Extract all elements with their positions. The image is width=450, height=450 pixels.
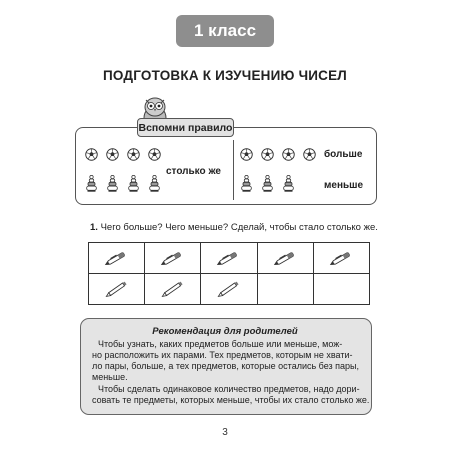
soccer-ball-icon [282, 148, 295, 161]
advice-line: ло пары, больше, а тех предметов, которые остались без пары, [92, 361, 360, 371]
pyramid-toy-icon [262, 175, 273, 192]
grade-banner: 1 класс [176, 15, 274, 47]
rule-label: Вспомни правило [137, 118, 234, 137]
grid-cell[interactable] [89, 243, 145, 274]
pyramid-toy-icon [107, 175, 118, 192]
rule-box [75, 127, 377, 205]
pen-icon [214, 249, 244, 267]
pyramid-toy-icon [86, 175, 97, 192]
grid-cell[interactable] [145, 274, 201, 305]
pen-icon [158, 249, 188, 267]
advice-line: совать те предметы, которых меньше, чтобы их стало столько же. [92, 395, 370, 405]
page-title: ПОДГОТОВКА К ИЗУЧЕНИЮ ЧИСЕЛ [103, 68, 347, 83]
grid-cell[interactable] [313, 243, 369, 274]
advice-line: меньше. [92, 372, 128, 382]
rule-divider [233, 140, 234, 200]
soccer-ball-icon [106, 148, 119, 161]
soccer-ball-icon [303, 148, 316, 161]
grid-row-pencils [89, 274, 370, 305]
soccer-ball-icon [261, 148, 274, 161]
pyramid-toy-icon [283, 175, 294, 192]
pyramid-toy-icon [241, 175, 252, 192]
pen-icon [327, 249, 357, 267]
grid-cell[interactable] [145, 243, 201, 274]
grid-cell[interactable] [201, 243, 257, 274]
page-number: 3 [222, 427, 228, 438]
grid-row-pens [89, 243, 370, 274]
grid-cell[interactable] [201, 274, 257, 305]
rule-same-label: столько же [166, 166, 221, 177]
soccer-ball-icon [240, 148, 253, 161]
advice-title: Рекомендация для родителей [152, 326, 298, 337]
soccer-ball-icon [85, 148, 98, 161]
grid-cell[interactable] [257, 243, 313, 274]
soccer-ball-icon [127, 148, 140, 161]
task-1 [90, 222, 378, 233]
rule-less-label: меньше [324, 180, 364, 191]
pen-icon [271, 249, 301, 267]
grid-cell-empty[interactable] [313, 274, 369, 305]
pencil-icon [102, 280, 132, 298]
advice-line: Чтобы узнать, каких предметов больше или меньше, мож- [98, 339, 343, 349]
grid-cell[interactable] [89, 274, 145, 305]
advice-line: Чтобы сделать одинаковое количество предметов, надо дори- [98, 384, 360, 394]
grid-cell-empty[interactable] [257, 274, 313, 305]
pairing-grid [88, 242, 370, 305]
pencil-icon [158, 280, 188, 298]
pyramid-toy-icon [149, 175, 160, 192]
advice-line: но расположить их парами. Тех предметов, которым не хвати- [92, 350, 353, 360]
task-number: 1. [90, 222, 98, 233]
rule-more-label: больше [324, 149, 363, 160]
soccer-ball-icon [148, 148, 161, 161]
task-text: Чего больше? Чего меньше? Сделай, чтобы стало столько же. [100, 222, 378, 233]
pencil-icon [214, 280, 244, 298]
pyramid-toy-icon [128, 175, 139, 192]
pen-icon [102, 249, 132, 267]
